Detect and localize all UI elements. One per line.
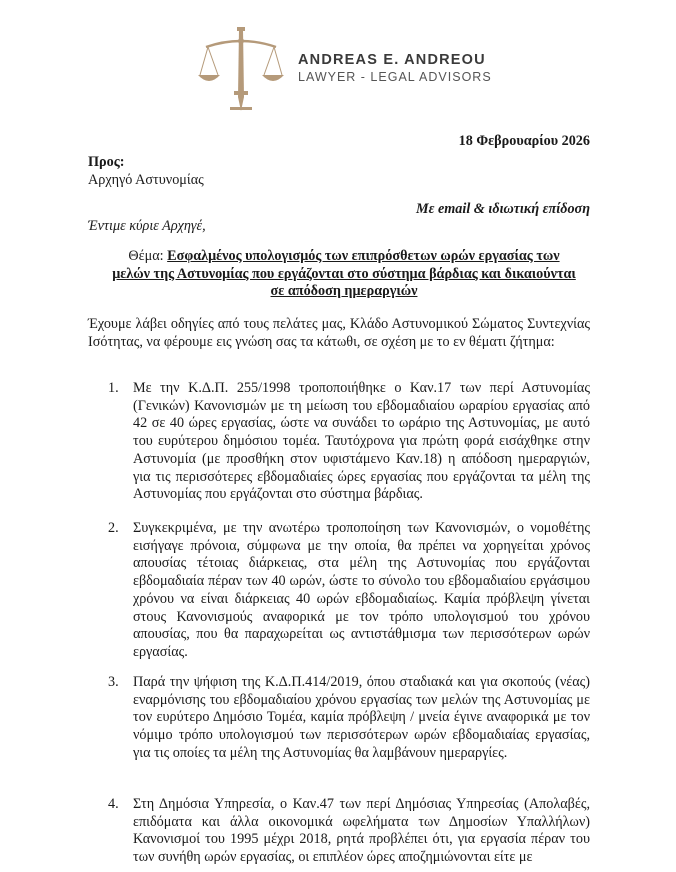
numbered-paragraph <box>108 380 590 504</box>
paragraph-text: Παρά την ψήφιση της Κ.Δ.Π.414/2019, όπου σταδιακά και για σκοπούς (νέας) εναρμόνισης του εβδομαδιαίου χρόνου εργασίας των μελών της Αστυνομίας με τον ευρύτερο Δημόσιο Τομέα, καμία πρόβλεψη / μνεία έγινε αναφορικά με τον νόμιμο τρόπο υπολογισμού των περισσότερων ωρών εβδομαδιαίας εργασίας, για τις οποίες τα μέλη της Αστυνομίας θα λαμβάνουν ημεραργίες. <box>133 674 590 761</box>
numbered-paragraph <box>108 520 590 662</box>
letterhead <box>0 0 676 118</box>
firm-block <box>298 52 492 85</box>
subject-text: Εσφαλμένος υπολογισμός των επιπρόσθετων ωρών εργασίας των μελών της Αστυνομίας που εργάζονται στο σύστημα βάρδιας και δικαιούνται σε απόδοση ημεραργιών <box>112 248 576 299</box>
paragraph-text: Συγκεκριμένα, με την ανωτέρω τροποποίηση των Κανονισμών, ο νομοθέτης εισήγαγε πρόνοια, σύμφωνα με την οποία, θα πρέπει να χορηγείται χρόνος απουσίας τέτοιας διάρκειας, στα μέλη της Αστυνομίας που εργάζονται εβδομαδιαία πέραν των 40 ωρών, ώστε το σύνολο του εβδομαδιαίου εργάσιμου χρόνου να είναι διάρκειας 40 ωρών εβδομαδιαίως. Καμία πρόβλεψη γίνεται στους Κανονισμούς αναφορικά με τον τρόπο υπολογισμού του χρόνου απουσίας, που θα παραχωρείται ως αντιστάθμισμα των περισσότερων ωρών εργασίας. <box>133 520 590 660</box>
paragraph-number: 2. <box>108 520 119 536</box>
paragraph-number: 4. <box>108 796 119 812</box>
firm-name: ANDREAS E. ANDREOU <box>298 52 486 68</box>
salutation: Έντιμε κύριε Αρχηγέ, <box>88 218 206 234</box>
subject-label: Θέμα: <box>128 248 168 264</box>
firm-subtitle: LAWYER - LEGAL ADVISORS <box>298 70 492 84</box>
paragraph-number: 1. <box>108 380 119 396</box>
recipient-label: Προς: <box>88 154 125 170</box>
delivery-method: Με email & ιδιωτική επίδοση <box>415 201 590 217</box>
recipient-name: Αρχηγό Αστυνομίας <box>88 172 204 188</box>
scales-of-justice-icon <box>198 27 284 113</box>
numbered-paragraph <box>108 674 590 763</box>
paragraph-text: Στη Δημόσια Υπηρεσία, ο Καν.47 των περί Δημόσιας Υπηρεσίας (Απολαβές, επιδόματα και άλλα οικονομικά ωφελήματα των Δημοσίων Υπαλλήλων) Κανονισμοί του 1995 μέχρι 2018, ρητά προβλέπει ότι, για εργασία πέραν του των συνήθη ωρών εργασίας, οι επιπλέον ώρες αποζημιώνονται είτε με <box>133 796 590 866</box>
numbered-paragraph <box>108 796 590 867</box>
letter-date: 18 Φεβρουαρίου 2026 <box>458 133 590 149</box>
subject-line <box>108 248 580 301</box>
intro-paragraph: Έχουμε λάβει οδηγίες από τους πελάτες μας, Κλάδο Αστυνομικού Σώματος Συντεχνίας Ισότητας, να φέρουμε εις γνώση σας τα κάτωθι, σε σχέση με το εν θέματι ζήτημα: <box>88 316 590 350</box>
paragraph-text: Με την Κ.Δ.Π. 255/1998 τροποποιήθηκε ο Καν.17 των περί Αστυνομίας (Γενικών) Κανονισμών με τη μείωση του εβδομαδιαίου ωραρίου εργασίας από 42 σε 40 ώρες εργασίας, ώστε να συνάδει το ωράριο της Αστυνομίας, με αυτό του ευρύτερου δημόσιου τομέα. Ταυτόχρονα για πρώτη φορά εισάχθηκε στην Αστυνομία (με προσθήκη στον υφιστάμενο Καν.18) η απόδοση ημεραργιών, για τις περισσότερες εβδομαδιαίες ώρες εργασίας που εργάζονται τα μέλη της Αστυνομίας που εργάζονται στο σύστημα βάρδιας. <box>133 380 590 503</box>
paragraph-number: 3. <box>108 674 119 690</box>
